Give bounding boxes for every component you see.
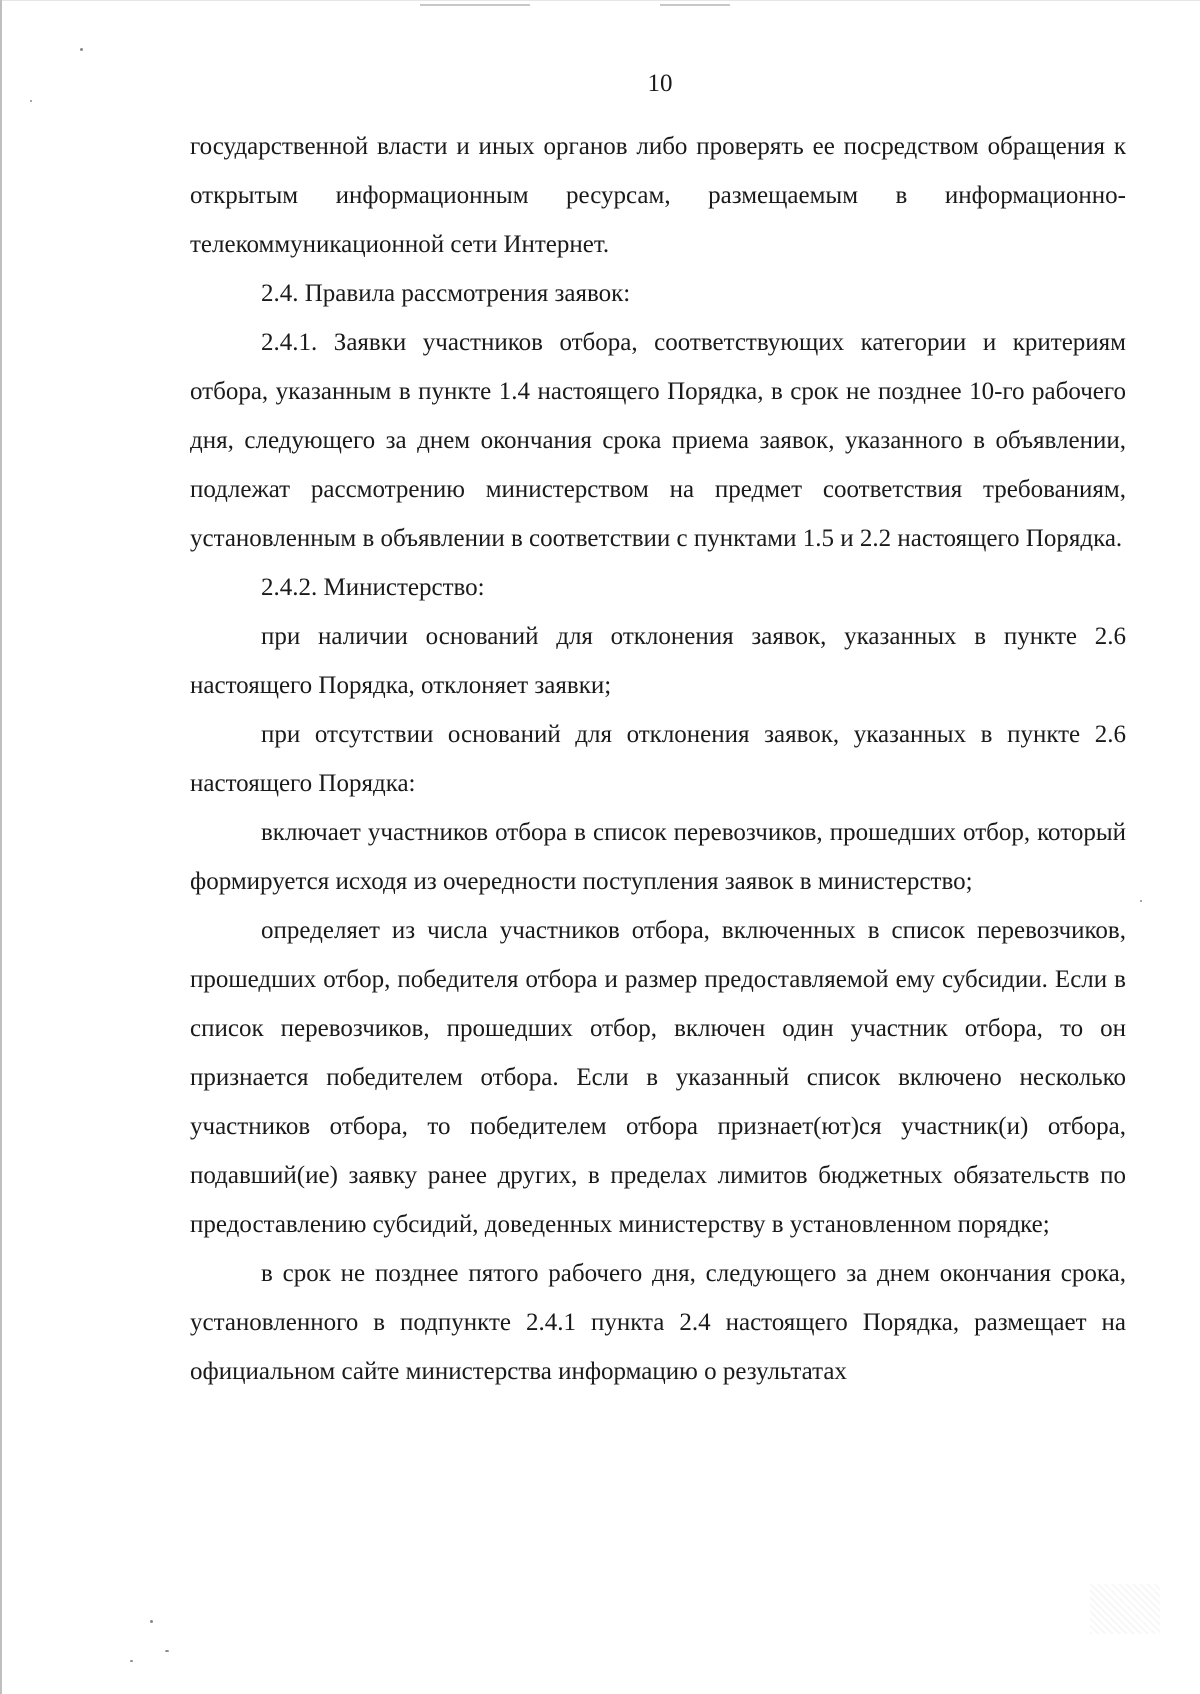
scan-speck	[1140, 900, 1142, 902]
paragraph: определяет из числа участников отбора, включенных в список перевозчиков, прошедших отбор, победителя отбора и размер предоставляемой ему субсидии. Если в список перевозчиков, прошедших отбор, включен один участник отбора, то он признается победителем отбора. Если в указанный список включено несколько участников отбора, то победителем отбора признает(ют)ся участник(и) отбора, подавший(ие) заявку ранее других, в пределах лимитов бюджетных обязательств по предоставлению субсидий, доведенных министерству в установленном порядке;	[190, 917, 1126, 1238]
scan-noise	[1090, 1584, 1160, 1634]
paragraph: в срок не позднее пятого рабочего дня, следующего за днем окончания срока, установленного в подпункте 2.4.1 пункта 2.4 настоящего Порядка, размещает на официальном сайте министерства информацию о результатах	[190, 1260, 1126, 1385]
paragraph: 2.4.1. Заявки участников отбора, соответствующих категории и критериям отбора, указанным в пункте 1.4 настоящего Порядка, в срок не позднее 10-го рабочего дня, следующего за днем окончания срока приема заявок, указанного в объявлении, подлежат рассмотрению министерством на предмет соответствия требованиям, установленным в объявлении в соответствии с пунктами 1.5 и 2.2 настоящего Порядка.	[190, 329, 1126, 552]
scan-smudge	[420, 4, 530, 6]
paragraph: включает участников отбора в список перевозчиков, прошедших отбор, который формируется исходя из очередности поступления заявок в министерство;	[190, 819, 1126, 895]
scan-speck	[30, 100, 32, 102]
scan-smudge	[660, 4, 730, 6]
scan-speck	[165, 1650, 169, 1652]
paragraph: при отсутствии оснований для отклонения заявок, указанных в пункте 2.6 настоящего Порядка:	[190, 721, 1126, 797]
page-number: 10	[647, 70, 673, 97]
scan-speck	[150, 1620, 153, 1623]
paragraph: 2.4. Правила рассмотрения заявок:	[261, 280, 631, 307]
document-body	[190, 122, 1126, 1396]
scan-speck	[130, 1660, 133, 1662]
paragraph: государственной власти и иных органов либо проверять ее посредством обращения к открытым информационным ресурсам, размещаемым в информационно-телекоммуникационной сети Интернет.	[190, 133, 1126, 258]
paragraph: при наличии оснований для отклонения заявок, указанных в пункте 2.6 настоящего Порядка, отклоняет заявки;	[190, 623, 1126, 699]
scan-speck	[80, 48, 83, 51]
paragraph: 2.4.2. Министерство:	[261, 574, 485, 601]
